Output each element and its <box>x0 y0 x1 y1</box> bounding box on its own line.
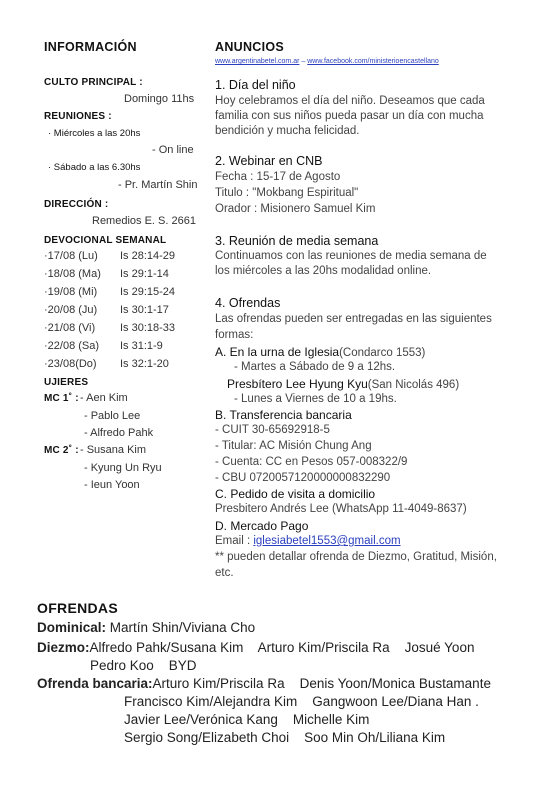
email-label: Email : <box>215 535 251 547</box>
devocional-date: ·20/08 (Ju) <box>44 304 98 316</box>
facebook-link[interactable]: www.facebook.com/ministerioencastellano <box>307 58 439 65</box>
info-title: INFORMACIÓN <box>44 40 137 54</box>
culto-value: Domingo 11hs <box>124 93 195 105</box>
announcement-3-line: Continuamos con las reuniones de media semana de <box>215 250 487 262</box>
bancaria-label: Ofrenda bancaria: <box>37 676 153 691</box>
devocional-ref: Is 32:1-20 <box>120 358 169 370</box>
reunion-saturday-detail: - Pr. Martín Shin <box>118 179 198 191</box>
devocional-ref: Is 29:15-24 <box>120 286 176 298</box>
option-c-title: C. Pedido de visita a domicilio <box>215 487 376 501</box>
direccion-value: Remedios E. S. 2661 <box>92 215 196 227</box>
option-a-row <box>215 345 425 359</box>
option-a2-address: (San Nicolás 496) <box>367 379 460 391</box>
devocional-date: ·19/08 (Mi) <box>44 286 98 298</box>
option-c-line: Presbitero Andrés Lee (WhatsApp 11-4049-8637) <box>215 503 467 515</box>
option-d-note: etc. <box>215 567 234 579</box>
announcement-3-title: 3. Reunión de media semana <box>215 234 379 248</box>
devocional-date: ·18/08 (Ma) <box>44 268 101 280</box>
usher-name: - Alfredo Pahk <box>84 427 154 439</box>
announcement-1-line: bendición y mucha felicidad. <box>215 125 360 137</box>
announcement-2-line: Orador : Misionero Samuel Kim <box>215 203 376 215</box>
reuniones-label: REUNIONES : <box>44 111 112 122</box>
bancaria-names: Arturo Kim/Priscila Ra Denis Yoon/Monica Bustamante <box>152 676 491 691</box>
devocional-ref: Is 28:14-29 <box>120 250 176 262</box>
link-separator: – <box>301 58 306 65</box>
announcement-2-line: Fecha : 15-17 de Agosto <box>215 171 341 183</box>
announcement-1-title: 1. Día del niño <box>215 78 296 92</box>
dominical-names: Martín Shin/Viviana Cho <box>109 620 256 635</box>
website-link[interactable]: www.argentinabetel.com.ar <box>215 58 300 65</box>
option-b-line: - Cuenta: CC en Pesos 057-008322/9 <box>215 456 408 468</box>
option-a-address: (Condarco 1553) <box>339 347 426 359</box>
dominical-label: Dominical: <box>37 620 107 635</box>
announcement-1-line: familia con sus niños pueda pasar un día con mucha <box>215 110 484 122</box>
devocional-date: ·22/08 (Sa) <box>44 340 100 352</box>
devocional-date: ·23/08(Do) <box>44 358 97 370</box>
devocional-ref: Is 29:1-14 <box>120 268 169 280</box>
announcement-1-line: Hoy celebramos el día del niño. Deseamos que cada <box>215 95 485 107</box>
devocional-ref: Is 30:1-17 <box>120 304 169 316</box>
diezmo-label: Diezmo: <box>37 640 90 655</box>
announcement-4-line: Las ofrendas pueden ser entregadas en las siguientes <box>215 313 492 325</box>
devocional-ref: Is 31:1-9 <box>120 340 163 352</box>
bancaria-names: Javier Lee/Verónica Kang Michelle Kim <box>124 712 370 727</box>
option-d-email-row <box>215 535 401 547</box>
announcement-4-line: formas: <box>215 329 254 341</box>
option-d-title: D. Mercado Pago <box>215 519 309 533</box>
bancaria-names: Francisco Kim/Alejandra Kim Gangwoon Lee/Diana Han . <box>124 694 479 709</box>
ujieres-label: UJIERES <box>44 377 89 388</box>
reunion-wednesday-detail: - On line <box>152 144 194 156</box>
option-b-line: - CBU 0720057120000000832290 <box>215 472 391 484</box>
links-row <box>215 58 439 65</box>
option-b-title: B. Transferencia bancaria <box>215 408 352 422</box>
usher-name: - Pablo Lee <box>84 410 141 422</box>
option-b-line: - CUIT 30-65692918-5 <box>215 424 330 436</box>
announcement-3-line: los miércoles a las 20hs modalidad online. <box>215 265 432 277</box>
usher-name: - Ieun Yoon <box>84 479 140 491</box>
option-a-title: A. En la urna de Iglesia <box>215 345 340 359</box>
reunion-saturday: · Sábado a las 6.30hs <box>48 162 141 173</box>
usher-name: - Susana Kim <box>80 444 147 456</box>
anuncios-title: ANUNCIOS <box>215 40 285 54</box>
announcement-4-title: 4. Ofrendas <box>215 296 281 310</box>
announcement-2-title: 2. Webinar en CNB <box>215 154 323 168</box>
bancaria-row <box>37 676 491 691</box>
usher-name: - Aen Kim <box>80 392 128 404</box>
devocional-date: ·21/08 (Vi) <box>44 322 96 334</box>
announcement-2-line: Titulo : "Mokbang Espiritual" <box>215 187 359 199</box>
option-a2-hours: - Lunes a Viernes de 10 a 19hs. <box>234 393 397 405</box>
ofrendas-title: OFRENDAS <box>37 600 118 616</box>
option-b-line: - Titular: AC Misión Chung Ang <box>215 440 372 452</box>
devocional-label: DEVOCIONAL SEMANAL <box>44 235 167 246</box>
email-link[interactable]: iglesiabetel1553@gmail.com <box>253 535 401 547</box>
mc2-label: MC 2˚ : <box>44 445 79 456</box>
culto-label: CULTO PRINCIPAL : <box>44 77 143 88</box>
dominical-row <box>37 620 255 635</box>
diezmo-names-2: Pedro Koo BYD <box>90 658 197 673</box>
devocional-date: ·17/08 (Lu) <box>44 250 98 262</box>
devocional-ref: Is 30:18-33 <box>120 322 176 334</box>
mc1-label: MC 1˚ : <box>44 393 79 404</box>
diezmo-row <box>37 640 474 655</box>
usher-name: - Kyung Un Ryu <box>84 462 162 474</box>
direccion-label: DIRECCIÓN : <box>44 199 109 210</box>
option-a2-row <box>227 377 459 391</box>
diezmo-names: Alfredo Pahk/Susana Kim Arturo Kim/Priscila Ra Josué Yoon <box>89 640 475 655</box>
bancaria-names: Sergio Song/Elizabeth Choi Soo Min Oh/Liliana Kim <box>124 730 446 745</box>
reunion-wednesday: · Miércoles a las 20hs <box>48 128 141 139</box>
option-a2-title: Presbítero Lee Hyung Kyu <box>227 377 368 391</box>
option-a-hours: - Martes a Sábado de 9 a 12hs. <box>234 361 396 373</box>
option-d-note: ** pueden detallar ofrenda de Diezmo, Gratitud, Misión, <box>215 551 497 563</box>
